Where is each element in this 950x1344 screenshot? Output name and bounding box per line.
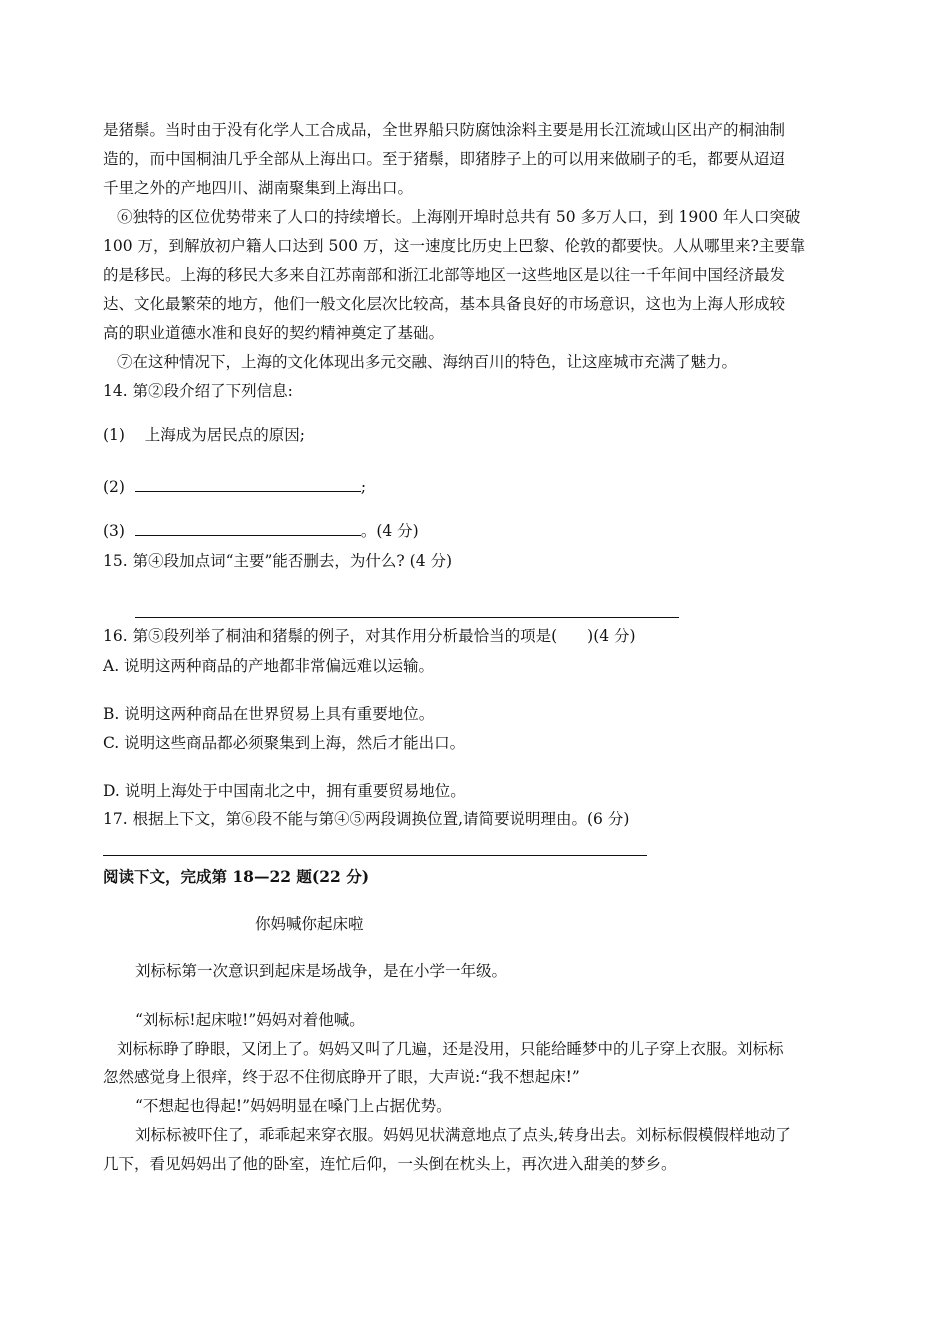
story-paragraph: 刘标标第一次意识到起床是场战争，是在小学一年级。 (135, 962, 508, 980)
q14-item-3 (103, 521, 419, 541)
passage-line: 造的，而中国桐油几乎全部从上海出口。至于猪鬃，即猪脖子上的可以用来做刷子的毛，都要从迢迢 (103, 150, 786, 168)
q16-stem-text: 16. 第⑤段列举了桐油和猪鬃的例子，对其作用分析最恰当的项是( (103, 627, 558, 645)
q16-option-b: B. 说明这两种商品在世界贸易上具有重要地位。 (103, 705, 435, 723)
story-paragraph: “不想起也得起!”妈妈明显在嗓门上占据优势。 (135, 1097, 452, 1115)
story-paragraph: “刘标标!起床啦!”妈妈对着他喊。 (135, 1011, 365, 1029)
q15-answer-line[interactable] (135, 617, 679, 618)
q14-item-2-end: ; (360, 478, 367, 496)
passage-line: 达、文化最繁荣的地方，他们一般文化层次比较高，基本具备良好的市场意识，这也为上海人形成较 (103, 295, 786, 313)
q17-stem: 17. 根据上下文，第⑥段不能与第④⑤两段调换位置,请简要说明理由。(6 分) (103, 810, 630, 828)
passage-line: 高的职业道德水准和良好的契约精神奠定了基础。 (103, 324, 445, 342)
passage-line: 的是移民。上海的移民大多来自江苏南部和浙江北部等地区一这些地区是以往一千年间中国经济最发 (103, 266, 786, 284)
q14-item-1-text: 上海成为居民点的原因; (144, 426, 305, 444)
q14-answer-blank-3[interactable] (135, 521, 361, 536)
q16-score: )(4 分) (587, 627, 636, 645)
passage-line: 是猪鬃。当时由于没有化学人工合成品，全世界船只防腐蚀涂料主要是用长江流域山区出产的桐油制 (103, 121, 786, 139)
q14-answer-blank-2[interactable] (135, 477, 361, 492)
story-paragraph-cont: 忽然感觉身上很痒，终于忍不住彻底睁开了眼，大声说:“我不想起床!” (103, 1068, 580, 1086)
section-heading: 阅读下文，完成第 18—22 题(22 分) (103, 867, 370, 886)
q17-answer-line[interactable] (103, 855, 647, 856)
q16-option-a: A. 说明这两种商品的产地都非常偏远难以运输。 (103, 657, 435, 675)
q16-stem (103, 626, 636, 646)
q14-item-1 (103, 425, 305, 445)
passage-line: 千里之外的产地四川、湖南聚集到上海出口。 (103, 179, 414, 197)
q16-option-d: D. 说明上海处于中国南北之中，拥有重要贸易地位。 (103, 782, 466, 800)
passage-line: 100 万，到解放初户籍人口达到 500 万，这一速度比历史上巴黎、伦敦的都要快。人从哪里来?主要靠 (103, 237, 806, 255)
q14-item-2-number: (2) (103, 478, 125, 496)
q15-stem: 15. 第④段加点词“主要”能否删去，为什么? (4 分) (103, 552, 453, 570)
paragraph-6-start: ⑥独特的区位优势带来了人口的持续增长。上海刚开埠时总共有 50 多万人口，到 1900 年人口突破 (117, 208, 801, 226)
q14-item-3-number: (3) (103, 522, 125, 540)
story-paragraph-cont: 几下，看见妈妈出了他的卧室，连忙后仰，一头倒在枕头上，再次进入甜美的梦乡。 (103, 1155, 677, 1173)
story-title: 你妈喊你起床啦 (255, 915, 364, 933)
q14-item-1-number: (1) (103, 426, 125, 444)
q14-item-3-end: 。(4 分) (360, 522, 419, 540)
story-paragraph: 刘标标被吓住了，乖乖起来穿衣服。妈妈见状满意地点了点头,转身出去。刘标标假模假样地动了 (135, 1126, 791, 1144)
q16-option-c: C. 说明这些商品都必须聚集到上海，然后才能出口。 (103, 734, 466, 752)
q14-stem: 14. 第②段介绍了下列信息: (103, 382, 293, 400)
q14-item-2 (103, 477, 366, 497)
paragraph-7: ⑦在这种情况下，上海的文化体现出多元交融、海纳百川的特色，让这座城市充满了魅力。 (117, 353, 738, 371)
story-paragraph: 刘标标睁了睁眼，又闭上了。妈妈又叫了几遍，还是没用，只能给睡梦中的儿子穿上衣服。刘标标 (117, 1040, 784, 1058)
